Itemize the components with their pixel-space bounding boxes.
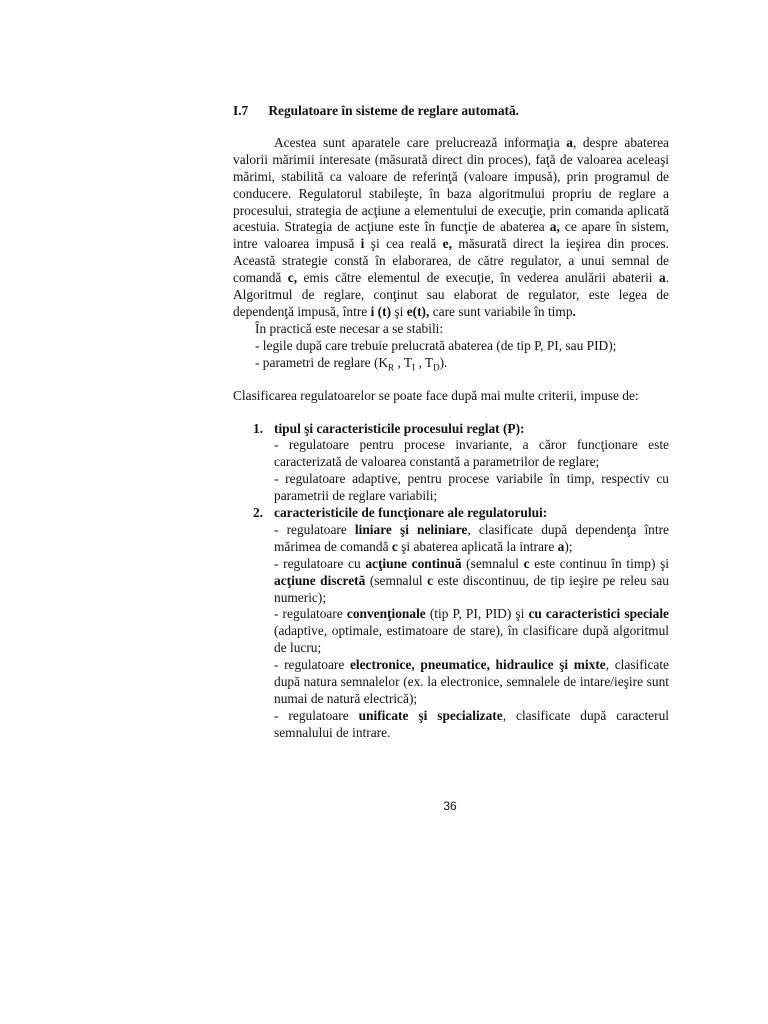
page-number bbox=[0, 799, 768, 813]
text-run: este continuu în timp) şi bbox=[529, 555, 670, 571]
text-bold: c bbox=[427, 572, 434, 588]
subscript: R bbox=[388, 362, 395, 373]
practice-item-laws: - legile după care trebuie prelucrată abaterea (de tip P, PI, sau PID); bbox=[255, 337, 617, 353]
text-run: este discontinuu, de tip ieşire pe releu sau numeric); bbox=[274, 572, 669, 605]
section-number: I.7 bbox=[233, 103, 249, 118]
text-run: - regulatoare bbox=[274, 606, 347, 622]
subscript: I bbox=[412, 362, 416, 373]
text-bold: electronice, pneumatice, hidraulice şi mixte bbox=[349, 657, 606, 673]
criterion-line: - regulatoare adaptive, pentru procese variabile în timp, respectiv cu parametrii de reglare variabili; bbox=[274, 471, 669, 504]
text-run: (tip P, PI, PID) şi bbox=[425, 606, 529, 622]
criterion-heading bbox=[253, 505, 669, 522]
page-content bbox=[233, 103, 669, 742]
text-run: care sunt variabile în timp bbox=[429, 303, 573, 319]
criterion-number: 1. bbox=[253, 420, 264, 436]
text-run: ); bbox=[564, 538, 573, 554]
text-run: , T bbox=[415, 354, 434, 370]
criterion-line bbox=[274, 606, 669, 657]
text-run: măsurată direct la ieşirea din proces. Această strategie constă în elaborarea, de către regulator, a unui semnal de comandă bbox=[233, 236, 669, 286]
text-bold: i bbox=[360, 236, 365, 252]
text-bold: c bbox=[391, 538, 398, 554]
text-run: şi cea reală bbox=[364, 236, 443, 252]
text-bold: acţiune discretă bbox=[274, 572, 366, 588]
criterion-process bbox=[233, 421, 669, 506]
text-bold: liniare şi neliniare bbox=[354, 521, 468, 537]
criterion-line: - regulatoare pentru procese invariante, a căror funcţionare este caracterizată de valoarea constantă a parametrilor de reglare; bbox=[274, 437, 669, 470]
criterion-line bbox=[274, 708, 669, 742]
criterion-title: tipul şi caracteristicile procesului reglat (P): bbox=[274, 420, 525, 436]
criterion-body bbox=[274, 522, 669, 742]
text-bold: acţiune continuă bbox=[365, 555, 462, 571]
text-bold: convenţionale bbox=[346, 606, 426, 622]
page-number-text: 36 bbox=[443, 799, 457, 813]
criterion-line bbox=[274, 556, 669, 607]
subscript: D bbox=[433, 362, 440, 373]
text-run: ). bbox=[439, 354, 448, 370]
text-run: - regulatoare bbox=[274, 707, 359, 723]
criterion-functioning bbox=[233, 505, 669, 742]
section-heading bbox=[233, 103, 669, 120]
text-bold: c, bbox=[287, 270, 298, 286]
criterion-number: 2. bbox=[253, 505, 264, 521]
classification-intro: Clasificarea regulatoarelor se poate face după mai multe criterii, impuse de: bbox=[233, 387, 639, 403]
text-run: şi abaterea aplicată la intrare bbox=[397, 538, 558, 554]
practice-line: În practică este necesar a se stabili: bbox=[255, 320, 444, 336]
criterion-body bbox=[274, 437, 669, 505]
criterion-line bbox=[274, 657, 669, 708]
text-run: - regulatoare bbox=[274, 657, 350, 673]
text-run: . Algoritmul de reglare, conţinut sau elaborat de regulator, este legea de dependenţă impusă, între bbox=[233, 270, 669, 319]
text-run: (semnalul bbox=[365, 572, 428, 588]
text-bold: c bbox=[523, 555, 530, 571]
text-bold: a, bbox=[549, 219, 560, 235]
text-run: , despre abaterea valorii mărimii interesate (măsurată direct din proces), faţă de valoarea aceleaşi mărimi, stabilită ca valoare de referinţă (valoare impusă), prin programul de conducere. Regulatorul stabileşte, în baza algoritmului propriu de reglare a procesului, strategia de acţiune a elementului de execuţie, prin comanda aplicată acestuia. Strategia de acţiune este în funcţie de abaterea bbox=[233, 134, 669, 235]
intro-paragraph bbox=[233, 135, 669, 321]
text-run: şi bbox=[391, 303, 407, 319]
text-bold: unificate şi specializate bbox=[358, 707, 503, 723]
practice-item-parameters bbox=[233, 355, 669, 372]
text-run: - parametri de reglare (K bbox=[255, 354, 389, 370]
text-run: , clasificate după natura semnalelor (ex. la electronice, semnalele de intare/ieşire sunt numai de natură electrică); bbox=[274, 657, 669, 706]
text-bold: e, bbox=[442, 236, 452, 252]
text-run: , clasificate după dependenţa între mărimea de comandă bbox=[274, 521, 669, 554]
criterion-title: caracteristicile de funcţionare ale regulatorului: bbox=[274, 505, 548, 521]
text-run: , clasificate după caracterul semnalului de intrare. bbox=[274, 707, 670, 740]
text-run: - regulatoare cu bbox=[274, 555, 366, 571]
text-run: Acestea sunt aparatele care prelucrează informaţia bbox=[274, 134, 567, 150]
text-bold: i (t) bbox=[370, 303, 392, 319]
text-run: ce apare în sistem, intre valoarea impusă bbox=[233, 219, 670, 252]
text-run: (semnalul bbox=[461, 555, 524, 571]
criterion-line bbox=[274, 522, 669, 556]
text-run: - regulatoare bbox=[274, 521, 355, 537]
text-run: (adaptive, optimale, estimatoare de stare), în clasificare după algoritmul de lucru; bbox=[274, 623, 669, 656]
text-bold: a bbox=[557, 538, 565, 554]
text-bold: e(t), bbox=[406, 303, 430, 319]
text-bold: . bbox=[572, 303, 576, 319]
text-bold: cu caracteristici speciale bbox=[528, 606, 669, 622]
text-bold: a bbox=[658, 270, 666, 286]
text-run: , T bbox=[394, 354, 413, 370]
text-run: emis către elementul de execuţie, în vederea anulării abaterii bbox=[297, 270, 659, 286]
criterion-heading bbox=[253, 421, 669, 438]
section-title: Regulatoare în sisteme de reglare automată. bbox=[268, 103, 520, 118]
text-bold: a bbox=[566, 134, 573, 150]
